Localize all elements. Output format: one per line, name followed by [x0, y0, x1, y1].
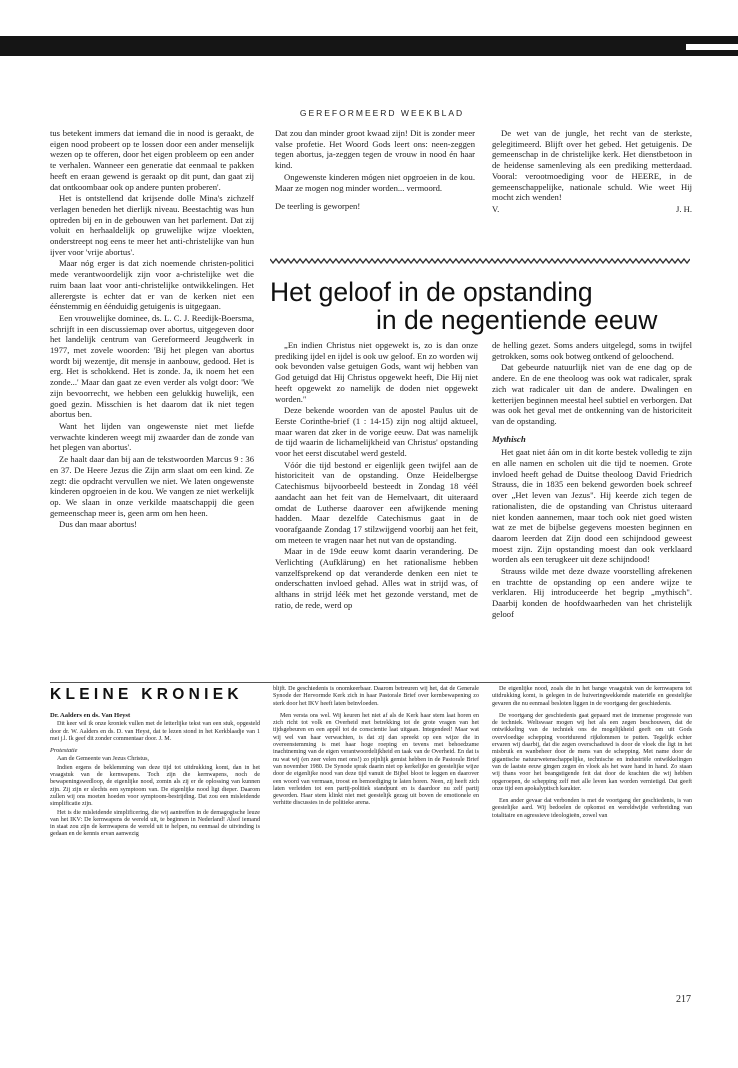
section-divider — [50, 682, 690, 683]
scan-top-bar — [0, 36, 738, 56]
paragraph: Aan de Gemeente van Jezus Christus, — [57, 756, 150, 763]
paragraph: Het gaat niet áán om in dit korte bestek volledig te zijn en alle namen en scholen uit die tijd te noemen. Grote invloed heeft gehad de Duitse theoloog David Friedrich Strauss, die in 1835 een bekend geworden boek schreef over „Het leven van Jezus". Hij keerde zich tegen de rationalisten, die de opstanding van Christus uiteraard niet konden aannemen, maar toch ook niet goed wisten wat ze met de bijbelse gegevens moesten beginnen en daarom leerden dat Zijn dood een schijndood geweest moest zijn. Zijn opstanding moest dan ook verklaard worden als een terugkeer uit deze schijndood! — [492, 447, 692, 565]
article-column-2 — [492, 340, 692, 621]
kroniek-column-3 — [492, 686, 692, 821]
paragraph: De eigenlijke nood, zoals die in het bange vraagstuk van de kernwapens tot uitdrukking komt, is gelegen in de huiveringwekkende materiële en geestelijke gevaren die nu eenmaal besloten liggen in de voortgang der geschiedenis. — [492, 686, 692, 707]
paragraph: de helling gezet. Soms anders uitgelegd, soms in twijfel getrokken, soms ook botweg ontkend of geloochend. — [492, 340, 692, 361]
paragraph: Ze haalt daar dan bij aan de tekstwoorden Marcus 9 : 36 en 37. De Heere Jezus die Zijn arm slaat om een kind. Ze zegt: die opdracht vervullen we niet. We laten ongewenste kinderen opgroeien in de kou. We vangen ze niet werkelijk op. We slaan in onze verkilde maatschappij die geen gemeenschap meer is, geen arm om hen heen. — [50, 454, 254, 518]
paragraph: Het is die misleidende simplificering, die wij aantreffen in de demagogische leuze van het IKV: De kernwapens de wereld uit, te beginnen in Nederland! Alsof iemand in staat zou zijn de kernwapens de wereld uit te helpen, nu eenmaal de uitvinding is gedaan en de kennis ervan aanwezig — [50, 809, 260, 838]
top-column-2 — [275, 128, 475, 213]
section-subheading: Mythisch — [492, 433, 526, 444]
kleine-kroniek-title: KLEINE KRONIEK — [50, 686, 243, 703]
paragraph: tus betekent immers dat iemand die in nood is geraakt, de eigen nood probeert op te lossen door een ander menselijk wezen op te offeren, door het eigen probleem op een ander te verhalen. Wanneer een generatie dat eenmaal te pakken heeft en eraan gewend is geraakt op dit punt, dan gaat zij dat ontkoombaar ook op andere punten proberen'. — [50, 128, 254, 192]
paragraph: blijft. De geschiedenis is onomkeerbaar. Daarom betreuren wij het, dat de Generale Synode der Hervormde Kerk zich in haar Pastorale Brief over kernbewapening zo sterk door het IKV heeft laten beïnvloeden. — [273, 686, 479, 707]
paragraph: De wet van de jungle, het recht van de sterkste, gelegitimeerd. Blijft over het gebed. Het getuigenis. De gemeenschap in de christelijke kerk. Het dienstbetoon in de heidense samenleving als een prediking metterdaad. Vooral: verootmoediging voor de HEERE, in de gemeenschappelijke, nationale schuld. Wie weet Hij mocht zich wenden! — [492, 128, 692, 203]
paragraph: Deze bekende woorden van de apostel Paulus uit de Eerste Corinthe-brief (1 : 14-15) zijn nog altijd aktueel, maar waren dat zker in de vorige eeuw. Dat was namelijk de tijd waarin de lichamelijkheid van Christus' opstanding voor het eerst discutabel werd gesteld. — [275, 405, 478, 459]
kroniek-column-2 — [273, 686, 479, 809]
paragraph: Maar in de 19de eeuw komt daarin verandering. De Verlichting (Aufklärung) en het rationalisme hebben vanzelfsprekend op dat veranderde denken een niet te onderschatten invloed gehad. Alles wat in strijd was, of althans in strijd léék met het gezonde verstand, met de ratio, de rede, werd op — [275, 546, 478, 610]
zigzag-divider — [270, 257, 690, 265]
paragraph: Vóór die tijd bestond er eigenlijk geen twijfel aan de historiciteit van de opstanding. Onze Heidelbergse Catechismus bijvoorbeeld besteedt in Zondag 18 véél aandacht aan het feit van de Hemelvaart, dit uiteraard omdat de Lutherse daarover een afwijkende mening hadden. Maar dezelfde Catechismus gaat in de voorafgaande Zondag 17 stilzwijgend voorbij aan het feit, om meteen te vragen naar het nut van de opstanding. — [275, 459, 478, 545]
signature-left: V. — [492, 203, 500, 214]
section-subheading: Protestatie — [50, 747, 78, 755]
paragraph: Want het lijden van ongewenste niet met liefde verwachte kinderen weegt mij zwaarder dan de zonde van het plegen van abortus'. — [50, 420, 254, 453]
paragraph: „En indien Christus niet opgewekt is, zo is dan onze prediking ijdel en ijdel is ook uw geloof. En zo worden wij ook bevonden valse getuigen Gods, want wij hebben van God getuigd dat Hij Christus opgewekt heeft, Die Hij niet heeft opgewekt zo namelijk de doden niet opgewekt worden." — [275, 340, 478, 404]
article-title-line-2: in de negentiende eeuw — [376, 305, 658, 335]
signature-right: J. H. — [676, 203, 692, 214]
scan-top-bar-gap — [686, 44, 738, 50]
paragraph: Dus dan maar abortus! — [59, 519, 138, 530]
article-column-1 — [275, 340, 478, 612]
paragraph: De voortgang der geschiedenis gaat gepaard met de immense progressie van de techniek. Weliswaar mogen wij het als een zegen beschouwen, dat de ontwikkeling van de techniek ons de mogelijkheid geeft om uit Gods overvloedige schepping voortdurend rijkdommen te putten. Tegelijk echter ervaren wij daarbij, dat die zegen overschaduwd is door de vloek die ligt in het misbruik en wanbeheer door de mens van de schepping. Met name door de gigantische natuurwetenschappelijke, technische en industriële ontwikkelingen van de laatste eeuw gingen zegen én vloek als het ware hand in hand. Zo staan wij thans voor het beangstigende feit dat door de krachten die wij hebben opgeroepen, de schepping zelf met alle leven kan worden vernietigd. Dat geeft onze tijd een apokalyptisch karakter. — [492, 712, 692, 792]
paragraph: Strauss wilde met deze dwaze voorstelling afrekenen en trachtte de opstanding op een andere wijze te verklaren. Hij introduceerde het begrip „mythisch". Daarbij konden de hoofdwaarheden van het christelijk geloof — [492, 566, 692, 619]
article-title-line-1: Het geloof in de opstanding — [270, 277, 593, 307]
running-head: GEREFORMEERD WEEKBLAD — [299, 108, 465, 118]
article-title — [270, 278, 695, 334]
paragraph: Een ander gevaar dat verbonden is met de voortgang der geschiedenis, is van geestelijke aard. Wij bedoelen de opkomst en wereldwijde verbreiding van totalitaire en agressieve ideologieën, zowel van — [492, 798, 692, 819]
paragraph: Dit keer wil ik onze kroniek vullen met de letterlijke tekst van een stuk, opgesteld door dr. W. Aalders en ds. D. van Heyst, dat te lezen stond in het Kerkblaadje van 1 mei j.l. Ik geef dit zonder commentaar door. J. M. — [50, 721, 260, 742]
paragraph: Het is ontstellend dat krijsende dolle Mina's zichzelf verlagen beneden het dierlijk niveau. Beestachtig was hun optreden bij en in de gebouwen van het parlement. Dat zij voluit en herhaaldelijk op gruwelijke wijze vloekten, onderstreept nog eens te meer het anti-christelijke van hun ijver voor 'vrije abortus'. — [50, 193, 254, 257]
top-column-1 — [50, 128, 254, 531]
top-column-3 — [492, 128, 692, 216]
paragraph: Indien ergens de beklemming van deze tijd tot uitdrukking komt, dan in het vraagstuk van de kernwapens. Toch zijn die kernwapens, noch de bewapeningswedloop, de eigenlijke nood, zomin als zij er de oplossing van kunnen zijn. Zij zijn er slechts een symptoom van. De eigenlijke nood ligt dieper. Daarom zullen wij ons moeten hoeden voor symptoom-bestrijding. Dat zou een misleidende simplificatie zijn. — [50, 764, 260, 808]
kroniek-column-1 — [50, 708, 260, 840]
paragraph: Maar nóg erger is dat zich noemende christen-politici mede verantwoordelijk zijn voor a-christelijke wet die ruim baan laat voor anti-christelijke ontwikkelingen. Het allerergste is echter dat er van de kerken niet een éénstemmig en éénduidig getuigenis is uitgegaan. — [50, 258, 254, 312]
page-number: 217 — [676, 994, 691, 1005]
paragraph: Men versta ons wel. Wij keuren het niet af als de Kerk haar stem laat horen en zich richt tot volk en Overheid met betrekking tot de grote vragen van het tijdsgebeuren en een appèl tot de conscientie laat uitgaan. Integendeel! Maar wat wij wel van haar verwachten, is dat zij dan spreekt op een wijze die in overeenstemming is met haar hoge roeping en tevens met behoedzame inachtneming van de eigen verantwoordelijkheid en taak van de Overheid. En dat is nu wat wij (en zeer velen met ons!) zo pijnlijk gemist hebben in de Pastorale Brief van november 1980. De Synode sprak daarin niet op kerkelijke en geestelijke wijze door de eigenlijke nood van deze tijd vanuit de Bijbel bloot te leggen en daarover een woord van vermaan, troost en bemoediging te laten horen. Neen, zij heeft zich laten verleiden tot een partij-politiek standpunt en is daardoor nu zelf partij geworden. Haar stem klinkt niet met geestelijk gezag uit boven de emotionele en verhitte discussies in de politieke arena. — [273, 712, 479, 807]
signature-line — [492, 204, 692, 215]
closing-line: De teerling is geworpen! — [275, 201, 361, 212]
paragraph: Ongewenste kinderen mógen niet opgroeien in de kou. Maar ze mogen nog minder worden... vermoord. — [275, 171, 475, 193]
paragraph: Dat gebeurde natuurlijk niet van de ene dag op de andere. En de ene theoloog was ook wat radicaler, sprak zich wat radicaler uit dan de andere. Dwalingen en ketterijen beginnen meestal heel subtiel en verborgen. Dat was ook het geval met de ontkenning van de historiciteit van de opstanding. — [492, 362, 692, 426]
paragraph: Een vrouwelijke dominee, ds. L. C. J. Reedijk-Boersma, schrijft in een discussiemap over abortus, uitgegeven door het landelijk centrum van Gereformeerd Jeugdwerk in 1977, met zovele woorden: 'Bij het plegen van abortus wordt bij wezentje, dit mensje in aanbouw, gedood. Het is erg. Het is schokkend. Het is zonde. Ja, ik noem het een zonde...' Maar dan gaat ze even verder als volgt door: 'We zijn bevoorrecht, we hebben een gelukkig huwelijk, een goed gezin. Misschien is het daarom dat ik niet tegen abortus ben. — [50, 312, 254, 420]
byline: Dr. Aalders en ds. Van Heyst — [50, 712, 131, 719]
paragraph: Dat zou dan minder groot kwaad zijn! Dit is zonder meer valse profetie. Het Woord Gods leert ons: neen-zeggen tegen abortus, ja-zeggen tegen de vrouw in nood én haar kind. — [275, 128, 475, 171]
